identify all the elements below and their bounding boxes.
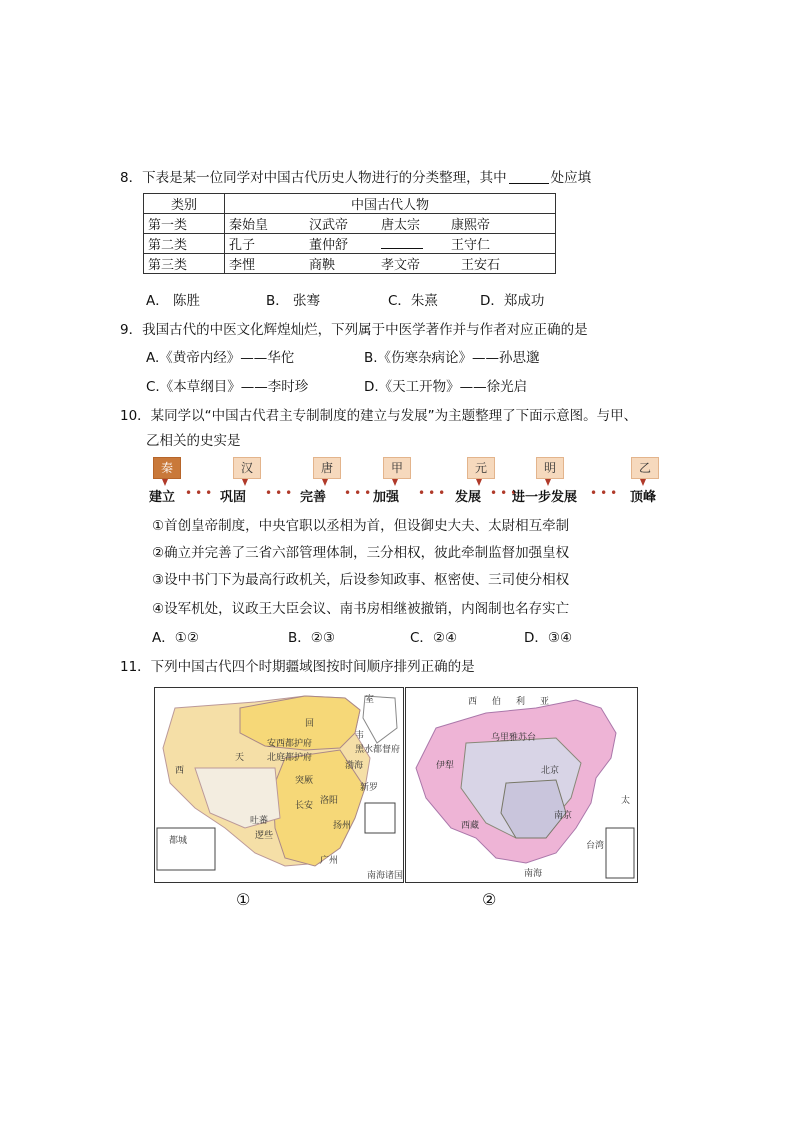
person: 汉武帝 (309, 218, 349, 233)
row-people (225, 254, 556, 274)
row-category: 第二类 (144, 234, 225, 254)
timeline-box: 汉 (233, 457, 261, 479)
map-legend: 都城 (169, 836, 188, 846)
q9-option-b[interactable]: B.《伤寒杂病论》——孙思邈 (364, 350, 540, 366)
timeline-box: 乙 (631, 457, 659, 479)
q8-option-c[interactable]: C．朱熹 (388, 293, 438, 309)
map-label: 逻些 (255, 831, 274, 841)
person: 商鞅 (309, 258, 336, 273)
timeline-box: 元 (467, 457, 495, 479)
map-label: 伯 (492, 697, 502, 707)
timeline-dots: ••• (490, 486, 521, 500)
q10-stem-line1: 10．某同学以“中国古代君主专制制度的建立与发展”为主题整理了下面示意图。与甲、 (120, 408, 638, 424)
q9-option-c[interactable]: C.《本草纲目》——李时珍 (146, 379, 309, 395)
timeline-stage: 巩固 (220, 490, 247, 505)
map-label: 扬州 (333, 821, 352, 831)
map-label: 长安 (295, 801, 314, 811)
map-label: 突厥 (295, 776, 314, 786)
person: 唐太宗 (381, 218, 421, 233)
map-label: 南京 (554, 811, 573, 821)
map-label: 西 (175, 766, 185, 776)
map-label: 南海诸国 (367, 871, 404, 881)
timeline-stage: 顶峰 (630, 490, 657, 505)
map-label: 安西都护府 (267, 739, 313, 749)
map-label: 渤海 (345, 761, 364, 771)
map-label: 韦 (355, 731, 365, 741)
map-label: 广州 (320, 856, 339, 866)
map-label: 室 (365, 695, 375, 705)
q10-option-d[interactable]: D．③④ (524, 630, 573, 646)
timeline-stage: 加强 (373, 490, 400, 505)
timeline-dots: ••• (265, 486, 296, 500)
q10-option-c[interactable]: C．②④ (410, 630, 458, 646)
map-label: 利 (516, 697, 526, 707)
timeline-stage: 发展 (455, 490, 482, 505)
map-label: 亚 (540, 697, 550, 707)
map-number: ② (482, 890, 497, 909)
timeline-box: 秦 (153, 457, 181, 479)
q9-option-d[interactable]: D.《天工开物》——徐光启 (364, 379, 528, 395)
table-header-row (144, 194, 556, 214)
timeline-stage: 建立 (149, 490, 176, 505)
person: 秦始皇 (229, 218, 269, 233)
timeline-box: 唐 (313, 457, 341, 479)
table-row (144, 254, 556, 274)
classification-table (143, 193, 556, 274)
map-label: 回 (305, 719, 315, 729)
q11-stem: 11．下列中国古代四个时期疆域图按时间顺序排列正确的是 (120, 659, 475, 675)
q8-option-a[interactable]: A． 陈胜 (146, 293, 201, 309)
timeline-dots: ••• (418, 486, 449, 500)
timeline-connectors (148, 479, 668, 487)
map-label: 南海 (524, 869, 543, 879)
map-label: 西 (468, 697, 478, 707)
map-label: 洛阳 (320, 796, 339, 806)
map-qing (405, 687, 638, 883)
timeline-stage: 完善 (300, 490, 327, 505)
header-people: 中国古代人物 (225, 194, 556, 214)
map-label: 吐蕃 (250, 816, 269, 826)
map-tang (154, 687, 404, 883)
q10-statement: ③设中书门下为最高行政机关，后设参知政事、枢密使、三司使分相权 (152, 572, 570, 588)
table-row (144, 214, 556, 234)
person-blank (381, 236, 451, 253)
row-people (225, 214, 556, 234)
map-label: 新罗 (360, 783, 379, 793)
timeline-dots: ••• (185, 486, 216, 500)
q10-statement: ②确立并完善了三省六部管理体制，三分相权，彼此牵制监督加强皇权 (152, 545, 570, 561)
q8-option-d[interactable]: D．郑成功 (480, 293, 545, 309)
row-category: 第三类 (144, 254, 225, 274)
answer-blank (509, 171, 549, 184)
person: 孝文帝 (381, 258, 421, 273)
map-label: 西藏 (461, 821, 480, 831)
map-label: 北庭都护府 (267, 753, 313, 763)
timeline-dots: ••• (590, 486, 621, 500)
person: 王安石 (461, 258, 501, 273)
map-label: 台湾 (586, 841, 605, 851)
q10-statement: ①首创皇帝制度，中央官职以丞相为首，但设御史大夫、太尉相互牵制 (152, 518, 570, 534)
person: 李悝 (229, 258, 256, 273)
map-label: 黑水都督府 (355, 745, 401, 755)
q8-stem: 8．下表是某一位同学对中国古代历史人物进行的分类整理，其中 处应填 (120, 170, 592, 186)
map-qing-shape (406, 688, 637, 882)
q9-option-a[interactable]: A.《黄帝内经》——华佗 (146, 350, 295, 366)
row-category: 第一类 (144, 214, 225, 234)
q10-option-a[interactable]: A．①② (152, 630, 199, 646)
person: 董仲舒 (309, 238, 349, 253)
q9-stem: 9．我国古代的中医文化辉煌灿烂，下列属于中医学著作并与作者对应正确的是 (120, 322, 588, 338)
map-number: ① (236, 890, 251, 909)
q10-statement: ④设军机处，议政王大臣会议、南书房相继被撤销，内阁制也名存实亡 (152, 601, 570, 617)
q10-stem-line2: 乙相关的史实是 (146, 433, 241, 449)
header-category: 类别 (144, 194, 225, 214)
row-people (225, 234, 556, 254)
map-label: 太 (621, 796, 631, 806)
table-row (144, 234, 556, 254)
map-label: 北京 (541, 766, 560, 776)
person: 康熙帝 (451, 218, 491, 233)
timeline-box: 明 (536, 457, 564, 479)
person: 孔子 (229, 238, 256, 253)
person: 王守仁 (451, 238, 491, 253)
map-label: 天 (235, 753, 245, 763)
timeline-dots: ••• (344, 486, 375, 500)
timeline-box: 甲 (383, 457, 411, 479)
q8-option-b[interactable]: B． 张骞 (266, 293, 321, 309)
map-label: 伊犁 (436, 761, 455, 771)
q10-option-b[interactable]: B．②③ (288, 630, 335, 646)
timeline-stage: 进一步发展 (512, 490, 578, 505)
map-label: 乌里雅苏台 (491, 733, 537, 743)
